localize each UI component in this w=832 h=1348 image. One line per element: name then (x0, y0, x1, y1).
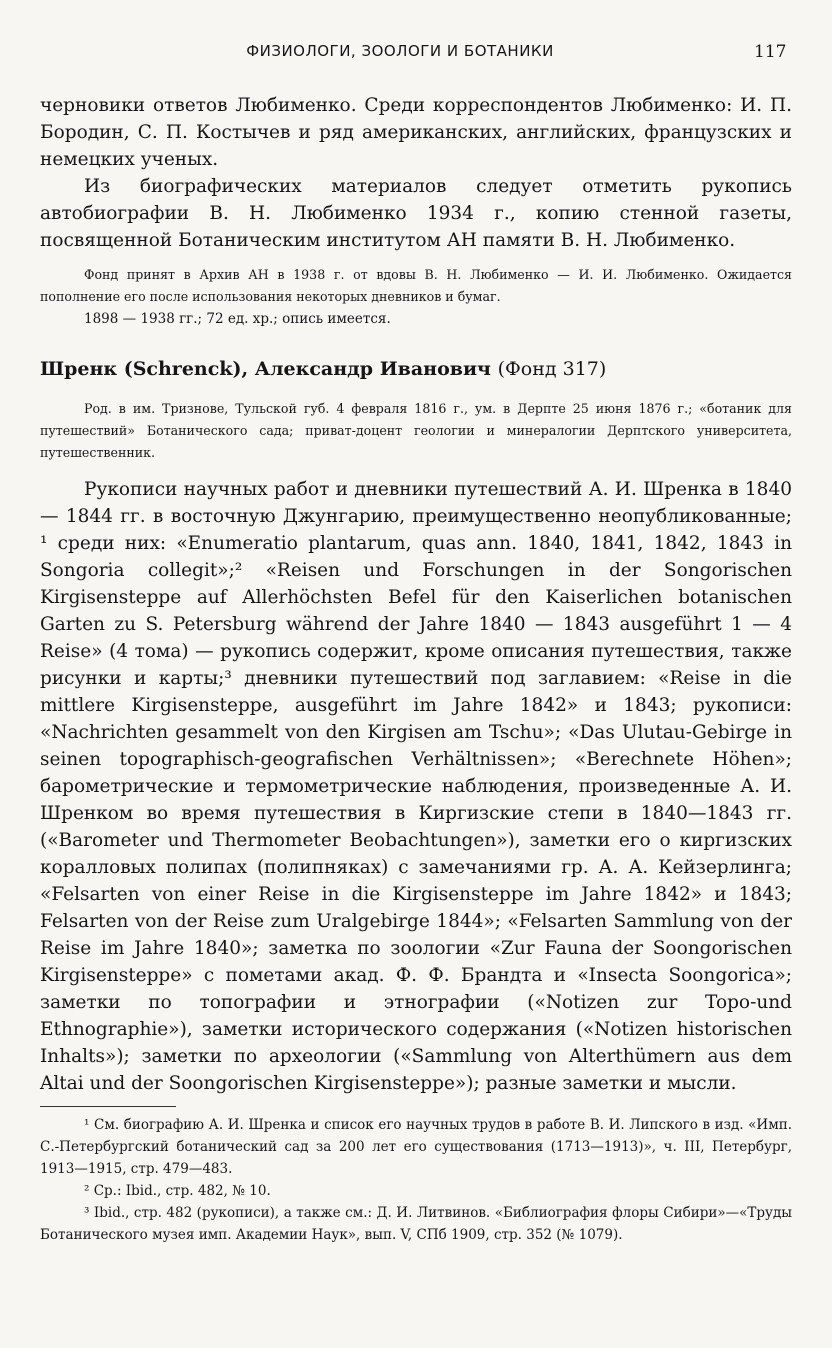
schrenck-description (40, 476, 792, 1097)
lubimenko-fond-note (40, 264, 792, 330)
footnote-2: ² Ср.: Ibid., стр. 482, № 10. (84, 1183, 271, 1199)
schrenck-heading-name: Шренк (Schrenck), Александр Иванович (40, 358, 491, 380)
lubimenko-biography-paragraph: Из биографических материалов следует отметить рукопись автобиографии В. Н. Любименко 1934 г., копию стенной газеты, посвященной Ботаническим институтом АН памяти В. Н. Любименко. (40, 176, 792, 251)
running-head-title: ФИЗИОЛОГИ, ЗООЛОГИ И БОТАНИКИ (246, 42, 554, 60)
schrenck-biography (40, 398, 792, 464)
schrenck-entry-heading (40, 358, 792, 380)
schrenck-fond-number: (Фонд 317) (497, 358, 607, 380)
footnotes (40, 1114, 792, 1246)
schrenck-bio-note: Род. в им. Тризнове, Тульской губ. 4 февраля 1816 г., ум. в Дерпте 25 июня 1876 г.; «ботаник для путешествий» Ботанического сада; приват-доцент геологии и минералогии Дерптского университета, путешественник. (40, 401, 792, 460)
footnote-3: ³ Ibid., стр. 482 (рукописи), а также см.: Д. И. Литвинов. «Библиография флоры Сибири»—«Труды Ботанического музея имп. Академии Наук», вып. V, СПб 1909, стр. 352 (№ 1079). (40, 1205, 792, 1243)
running-head (0, 42, 832, 66)
lubimenko-correspondents-paragraph: черновики ответов Любименко. Среди корреспондентов Любименко: И. П. Бородин, С. П. Костычев и ряд американских, английских, французских и немецких ученых. (40, 95, 792, 170)
page-number: 117 (754, 42, 787, 62)
lubimenko-continuation (40, 92, 792, 254)
fond-acquisition-note: Фонд принят в Архив АН в 1938 г. от вдовы В. Н. Любименко — И. И. Любименко. Ожидается пополнение его после использования некоторых дневников и бумаг. (40, 267, 792, 304)
schrenck-manuscripts-paragraph: Рукописи научных работ и дневники путешествий А. И. Шренка в 1840 — 1844 гг. в восточную Джунгарию, преимущественно неопубликованные; ¹ среди них: «Enumeratio plantarum, quas ann. 1840, 1841, 1842, 1843 in Songoria collegit»;² «Reisen und Forschungen in der Songorischen Kirgisensteppe auf Allerhöchsten Befel für den Kaiserlichen botanischen Garten zu S. Petersburg während der Jahre 1840 — 1843 ausgeführt 1 — 4 Reise» (4 тома) — рукопись содержит, кроме описания путешествия, также рисунки и карты;³ дневники путешествий под заглавием: «Reise in die mittlere Kirgisensteppe, ausgeführt im Jahre 1842» и 1843; рукописи: «Nachrichten gesammelt von den Kirgisen am Tschu»; «Das Ulutau-Gebirge in seinen topographisch-geografischen Verhältnissen»; «Berechnete Höhen»; барометрические и термометрические наблюдения, произведенные А. И. Шренком во время путешествия в Киргизские степи в 1840—1843 гг. («Barometer und Thermometer Beobachtungen»), заметки его о киргизских коралловых полипах (полипняках) с замечаниями гр. А. А. Кейзерлинга; «Felsarten von einer Reise in die Kirgisensteppe im Jahre 1842» и 1843; Felsarten von der Reise zum Uralgebirge 1844»; «Felsarten Sammlung von der Reise im Jahre 1840»; заметка по зоологии «Zur Fauna der Soongorischen Kirgisensteppe» с пометами акад. Ф. Ф. Брандта и «Insecta Soongorica»; заметки по топографии и этнографии («Notizen zur Topo-und Ethnographie»), заметки исторического содержания («Notizen historischen Inhalts»); заметки по археологии («Sammlung von Alterthümern aus dem Altai und der Soongorischen Kirgisensteppe»); разные заметки и мысли. (40, 479, 792, 1094)
fond-extent-note: 1898 — 1938 гг.; 72 ед. хр.; опись имеется. (84, 311, 391, 327)
footnote-divider (40, 1106, 176, 1107)
footnote-1: ¹ См. биографию А. И. Шренка и список его научных трудов в работе В. И. Липского в изд. «Имп. С.-Петербургский ботанический сад за 200 лет его существования (1713—1913)», ч. III, Петербург, 1913—1915, стр. 479—483. (40, 1117, 792, 1177)
